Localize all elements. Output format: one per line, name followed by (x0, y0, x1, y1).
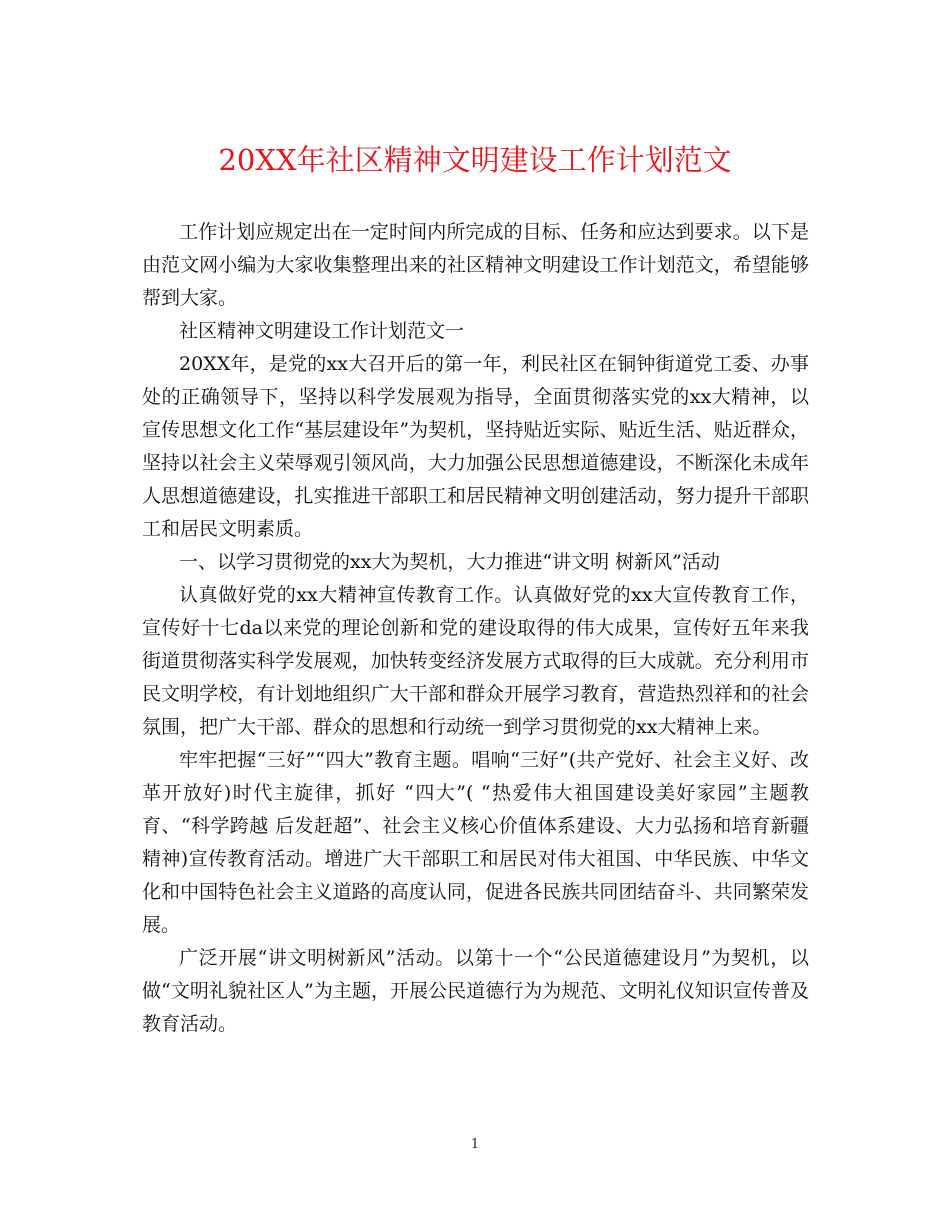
intro-paragraph: 工作计划应规定出在一定时间内所完成的目标、任务和应达到要求。以下是由范文网小编为大家收集整理出来的社区精神文明建设工作计划范文，希望能够帮到大家。 (142, 221, 809, 309)
section-heading: 社区精神文明建设工作计划范文一 (179, 320, 465, 342)
body-paragraph: 广泛开展“讲文明树新风”活动。以第十一个“公民道德建设月”为契机，以做“文明礼貌社区人”为主题，开展公民道德行为为规范、文明礼仪知识宣传普及教育活动。 (142, 947, 809, 1035)
body-paragraph: 认真做好党的xx大精神宣传教育工作。认真做好党的xx大宣传教育工作，宣传好十七da以来党的理论创新和党的建设取得的伟大成果，宣传好五年来我街道贯彻落实科学发展观，加快转变经济发展方式取得的巨大成就。充分利用市民文明学校，有计划地组织广大干部和群众开展学习教育，营造热烈祥和的社会氛围，把广大干部、群众的思想和行动统一到学习贯彻党的xx大精神上来。 (142, 584, 809, 738)
body-paragraph: 20XX年，是党的xx大召开后的第一年，利民社区在铜钟街道党工委、办事处的正确领导下，坚持以科学发展观为指导，全面贯彻落实党的xx大精神，以宣传思想文化工作“基层建设年”为契机，坚持贴近实际、贴近生活、贴近群众，坚持以社会主义荣辱观引领风尚，大力加强公民思想道德建设，不断深化未成年人思想道德建设，扎实推进干部职工和居民精神文明创建活动，努力提升干部职工和居民文明素质。 (142, 353, 809, 540)
page-number: 1 (470, 1137, 480, 1152)
document-title: 20XX年社区精神文明建设工作计划范文 (218, 143, 732, 177)
body-paragraph: 牢牢把握“三好”“四大”教育主题。唱响“三好”(共产党好、社会主义好、改革开放好)时代主旋律，抓好 “四大”( “热爱伟大祖国建设美好家园”主题教育、“科学跨越 后发赶超”、社会主义核心价值体系建设、大力弘扬和培育新疆精神)宣传教育活动。增进广大干部职工和居民对伟大祖国、中华民族、中华文化和中国特色社会主义道路的高度认同，促进各民族共同团结奋斗、共同繁荣发展。 (142, 749, 809, 936)
subsection-heading: 一、以学习贯彻党的xx大为契机，大力推进“讲文明 树新风”活动 (179, 551, 720, 573)
document-body (142, 216, 809, 1041)
